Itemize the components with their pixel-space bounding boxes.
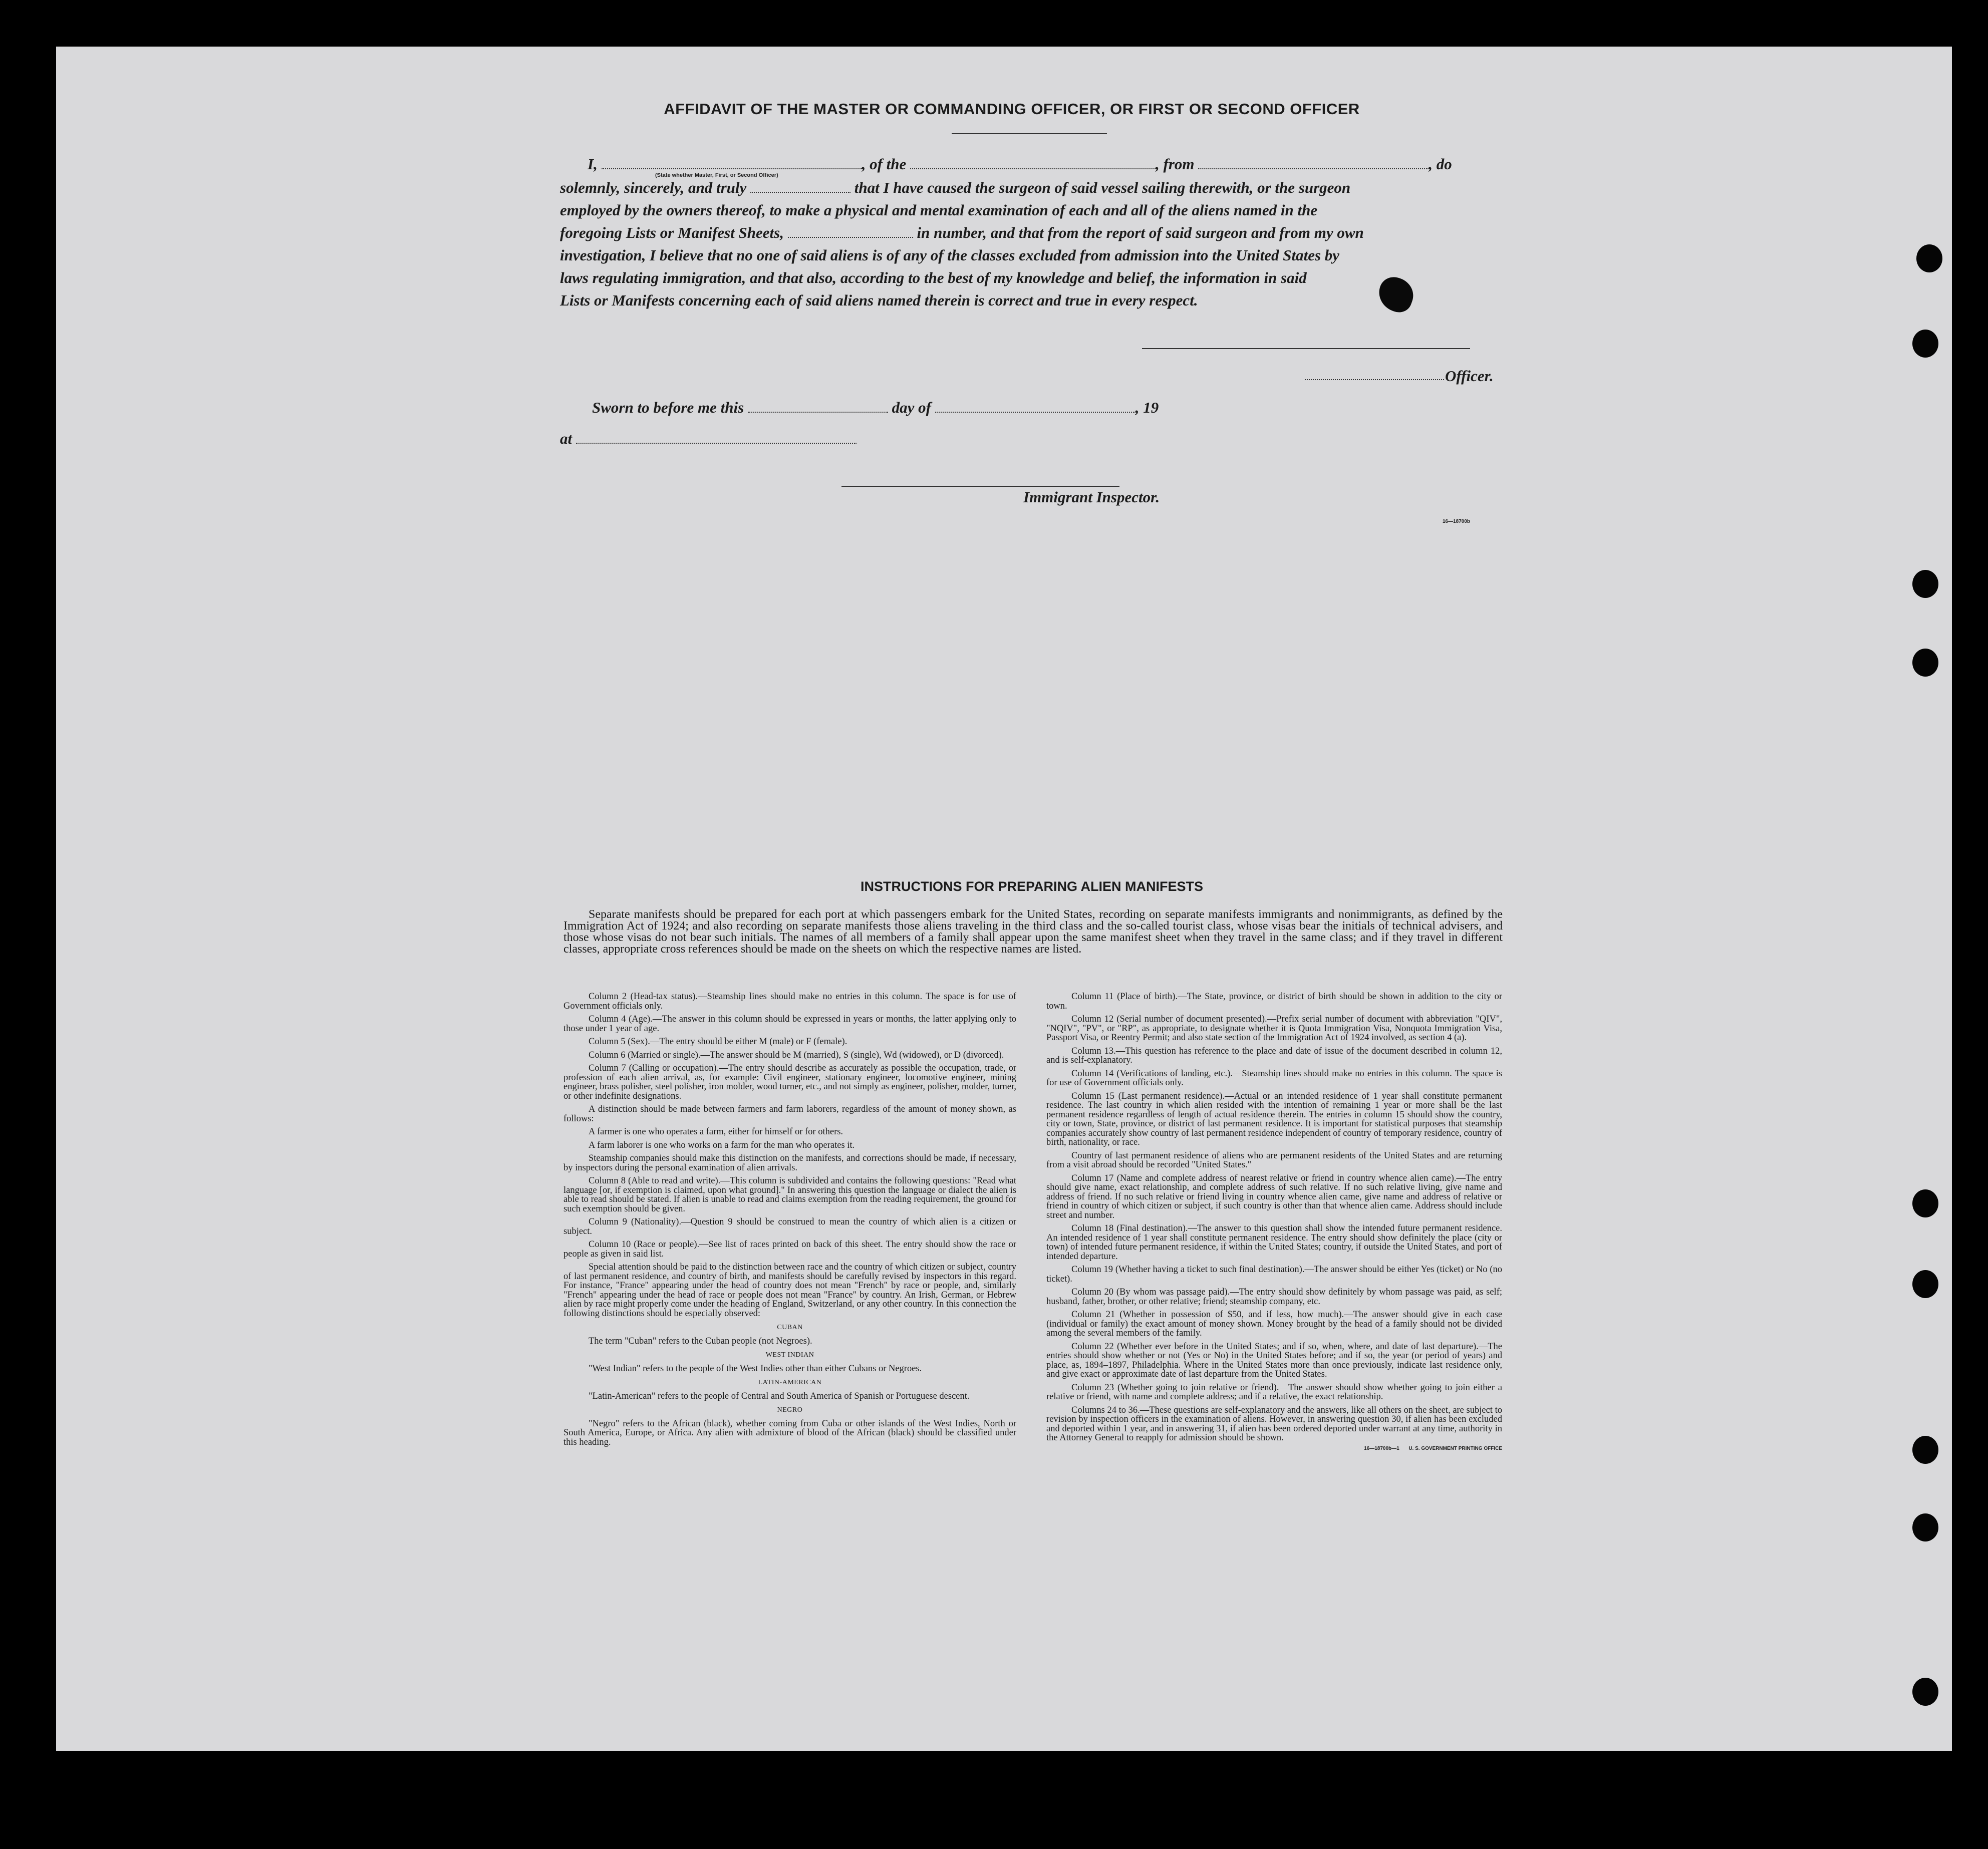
affidavit-line-3: employed by the owners thereof, to make a physical and mental examination of each and all of the aliens named in the	[560, 201, 1318, 219]
binder-hole	[1912, 1513, 1938, 1542]
special-attention-text: Special attention should be paid to the distinction between race and the country of which citizen or subject, country of last permanent residence, and country of birth, and manifests should be carefully revised by inspectors in this regard. For instance, "France" appearing under the head of country does not mean "French" by race or people, and, similarly "French" appearing under the head of race or people does not mean "France" by country. An Irish, German, or Hebrew alien by race might properly come under the heading of England, Switzerland, or any other country. In this connection the following distinctions should be especially observed:	[563, 1262, 1016, 1319]
affidavit-line-4	[560, 224, 1364, 242]
text-foregoing: foregoing Lists or Manifest Sheets,	[560, 224, 784, 241]
col-17-text: Column 17 (Name and complete address of nearest relative or friend in country whence alien came).—The entry should give name, exact relationship, and complete address of such relative. If no such relative living, give name and address of friend. If no such relative or friend living in country whence alien came, give name and address of relative or friend in country of which citizen or subject, if such country is other than that whence alien came. Address should include street and number.	[1046, 1173, 1502, 1220]
inspector-label: Immigrant Inspector.	[1023, 488, 1160, 506]
officer-rank-note: (State whether Master, First, or Second Officer)	[655, 172, 778, 178]
text-from: , from	[1156, 155, 1195, 173]
footer-form-number: 16—18700b—1	[1364, 1445, 1399, 1451]
col-22-text: Column 22 (Whether ever before in the United States; and if so, when, where, and date of last departure).—The entries should show whether or not (Yes or No) in the United States before; and if so, the year (or period of years) and place, as, 1894–1897, Philadelphia. Where in the United States more than once previously, indicate last residence only, and give exact or approximate date of last departure from the United States.	[1046, 1341, 1502, 1379]
affidavit-form-number: 16—18700b	[1443, 519, 1471, 524]
instructions-left-column	[563, 992, 1016, 1451]
binder-hole	[1916, 244, 1942, 272]
col-7-text: Column 7 (Calling or occupation).—The entry should describe as accurately as possible the occupation, trade, or profession of each alien arrival, as, for example: Civil engineer, stationary engineer, locomotive engineer, mining engineer, brass polisher, steel polisher, iron molder, wood turner, etc., and not simply as engineer, polisher, molder, turner, or other indefinite designations.	[563, 1063, 1016, 1101]
binder-hole	[1912, 1436, 1938, 1464]
farmer-text: A farmer is one who operates a farm, either for himself or for others.	[589, 1127, 843, 1137]
officer-label: Officer.	[1445, 367, 1494, 385]
col-11-text: Column 11 (Place of birth).—The State, province, or district of birth should be shown in addition to the city or town.	[1046, 992, 1502, 1011]
at-line	[560, 430, 857, 448]
text-solemnly: solemnly, sincerely, and truly	[560, 179, 747, 196]
binder-hole	[1912, 649, 1938, 677]
negro-text: "Negro" refers to the African (black), whether coming from Cuba or other islands of the West Indies, North or South America, Europe, or Africa. Any alien with admixture of blood of the African (black) should be classified under this heading.	[563, 1418, 1016, 1447]
blank-vessel	[910, 164, 1156, 169]
text-surgeon: that I have caused the surgeon of said vessel sailing therewith, or the surgeon	[854, 179, 1351, 196]
west-indian-text: "West Indian" refers to the people of the West Indies other than either Cubans or Negroes.	[589, 1363, 922, 1374]
affidavit-line-6: laws regulating immigration, and that also, according to the best of my knowledge and belief, the information in said	[560, 269, 1307, 286]
sworn-line	[592, 399, 1159, 417]
signature-line	[1142, 348, 1470, 349]
west-indian-heading: WEST INDIAN	[765, 1351, 814, 1359]
latin-american-heading: LATIN-AMERICAN	[758, 1379, 822, 1386]
col-14-text: Column 14 (Verifications of landing, etc.).—Steamship lines should make no entries in this column. The space is for use of Government officials only.	[1046, 1068, 1502, 1088]
instructions-title: INSTRUCTIONS FOR PREPARING ALIEN MANIFESTS	[860, 879, 1204, 894]
col-18-text: Column 18 (Final destination).—The answer to this question shall show the intended future permanent residence. An intended residence of 1 year shall constitute permanent residence. The entry should show definitely the place (city or town) of intended future permanent residence, if within the United States; country, if outside the United States, and port of intended departure.	[1046, 1223, 1502, 1262]
col-12-text: Column 12 (Serial number of document presented).—Prefix serial number of document with abbreviation "QIV", "NQIV", "PV", or "RP", as appropriate, to designate whether it is Quota Immigration Visa, Nonquota Immigration Visa, Passport Visa, or Reentry Permit; and also state section of the Immigration Act of 1924 involved, as section 4 (a).	[1046, 1014, 1502, 1043]
footer-imprint	[1046, 1443, 1502, 1454]
col-2-text: Column 2 (Head-tax status).—Steamship lines should make no entries in this column. The space is for use of Government officials only.	[563, 992, 1016, 1011]
instructions-right-column	[1046, 992, 1502, 1453]
text-at: at	[560, 430, 573, 447]
blank-month	[935, 408, 1135, 413]
col-19-text: Column 19 (Whether having a ticket to such final destination).—The answer should be either Yes (ticket) or No (no ticket).	[1046, 1265, 1502, 1284]
cuban-heading: CUBAN	[777, 1324, 803, 1331]
steamship-distinction-text: Steamship companies should make this distinction on the manifests, and corrections should be made, if necessary, by inspectors during the personal examination of alien arrivals.	[563, 1153, 1016, 1173]
title-underline	[952, 133, 1107, 134]
inspector-signature-line	[841, 486, 1119, 487]
col-5-text: Column 5 (Sex).—The entry should be either M (male) or F (female).	[589, 1037, 847, 1047]
text-year: , 19	[1135, 399, 1159, 416]
binder-hole	[1912, 330, 1938, 358]
blank-number	[788, 233, 913, 238]
affidavit-line-1	[588, 155, 1502, 173]
binder-hole	[1912, 570, 1938, 598]
col-10-text: Column 10 (Race or people).—See list of races printed on back of this sheet. The entry should show the race or people as given in said list.	[563, 1240, 1016, 1259]
blank-port	[1198, 164, 1429, 169]
farm-laborer-text: A farm laborer is one who works on a farm for the man who operates it.	[589, 1140, 855, 1150]
affidavit-line-5: investigation, I believe that no one of said aliens is of any of the classes excluded from admission into the United States by	[560, 246, 1340, 264]
text-of-the: , of the	[862, 155, 907, 173]
footer-printing-office: U. S. GOVERNMENT PRINTING OFFICE	[1408, 1445, 1502, 1451]
affidavit-line-7: Lists or Manifests concerning each of said aliens named therein is correct and true in every respect.	[560, 291, 1198, 309]
residence-us-text: Country of last permanent residence of aliens who are permanent residents of the United States and are returning from a visit abroad should be recorded "United States."	[1046, 1150, 1502, 1170]
col-9-text: Column 9 (Nationality).—Question 9 should be construed to mean the country of which alien is a citizen or subject.	[563, 1217, 1016, 1237]
text-sworn: Sworn to before me this	[592, 399, 744, 416]
affidavit-line-2	[560, 179, 1350, 197]
blank-officer-rank	[602, 164, 862, 169]
negro-heading: NEGRO	[777, 1406, 803, 1414]
instructions-intro: Separate manifests should be prepared for each port at which passengers embark for the United States, recording on separate manifests immigrants and nonimmigrants, as defined by the Immigration Act of 1924; and also recording on separate manifests those aliens traveling in the third class and the so-called tourist class, whose visas bear the initials of technical advisers, and those whose visas do not bear such initials. The names of all members of a family shall appear upon the same manifest sheet when they travel in the same class; and if they travel in different classes, appropriate cross references should be made on the sheets on which the respective names are listed.	[563, 908, 1503, 956]
col-6-text: Column 6 (Married or single).—The answer should be M (married), S (single), Wd (widowed), or D (divorced).	[589, 1050, 1004, 1060]
binder-hole	[1912, 1678, 1938, 1706]
affidavit-title: AFFIDAVIT OF THE MASTER OR COMMANDING OFFICER, OR FIRST OR SECOND OFFICER	[664, 100, 1360, 118]
text-do: , do	[1429, 155, 1452, 173]
col-4-text: Column 4 (Age).—The answer in this column should be expressed in years or months, the latter applying only to those under 1 year of age.	[563, 1014, 1016, 1034]
text-day-of: day of	[892, 399, 931, 416]
col-8-text: Column 8 (Able to read and write).—This column is subdivided and contains the following questions: "Read what language [or, if exemption is claimed, upon what ground]." In answering this question the language or dialect the alien is able to read should be stated. If alien is unable to read and claims exemption from the reading requirement, the ground for such exemption should be given.	[563, 1176, 1016, 1214]
binder-hole	[1912, 1270, 1938, 1298]
blank-affirm	[750, 188, 850, 193]
officer-blank	[1305, 379, 1444, 380]
col-23-text: Column 23 (Whether going to join relative or friend).—The answer should show whether going to join either a relative or friend, with name and complete address; and if a relative, the exact relationship.	[1046, 1382, 1502, 1402]
col-24-36-text: Columns 24 to 36.—These questions are self-explanatory and the answers, like all others on the sheet, are subject to revision by inspection officers in the examination of aliens. However, in answering question 30, if alien has been excluded and deported within 1 year, and in answering 31, if alien has been ordered deported under warrant at any time, authority in the Attorney General to reapply for admission should be shown.	[1046, 1405, 1502, 1443]
binder-hole	[1912, 1189, 1938, 1217]
blank-place	[576, 439, 857, 444]
col-20-text: Column 20 (By whom was passage paid).—The entry should show definitely by whom passage was paid, as self; husband, father, brother, or other relative; friend; steamship company, etc.	[1046, 1287, 1502, 1307]
farmer-distinction-text: A distinction should be made between farmers and farm laborers, regardless of the amount of money shown, as follows:	[563, 1104, 1016, 1124]
col-13-text: Column 13.—This question has reference to the place and date of issue of the document described in column 12, and is self-explanatory.	[1046, 1046, 1502, 1065]
cuban-text: The term "Cuban" refers to the Cuban people (not Negroes).	[589, 1336, 812, 1346]
text-i: I,	[588, 155, 598, 173]
col-21-text: Column 21 (Whether in possession of $50, and if less, how much).—The answer should give in each case (individual or family) the exact amount of money shown. Money brought by the head of a family should not be divided among the several members of the family.	[1046, 1310, 1502, 1338]
blank-day	[748, 408, 888, 413]
col-15-text: Column 15 (Last permanent residence).—Actual or an intended residence of 1 year shall constitute permanent residence. The last country in which alien resided with the intention of remaining 1 year or more shall be the last permanent residence regardless of length of actual residence therein. The entries in column 15 should show the country, city or town, State, province, or district of last permanent residence. It is important for statistical purposes that steamship companies accurately show country of last permanent residence independent of country of temporary residence, country of birth, nationality, or race.	[1046, 1091, 1502, 1147]
text-in-number: in number, and that from the report of said surgeon and from my own	[917, 224, 1364, 241]
latin-american-text: "Latin-American" refers to the people of Central and South America of Spanish or Portuguese descent.	[589, 1391, 970, 1401]
